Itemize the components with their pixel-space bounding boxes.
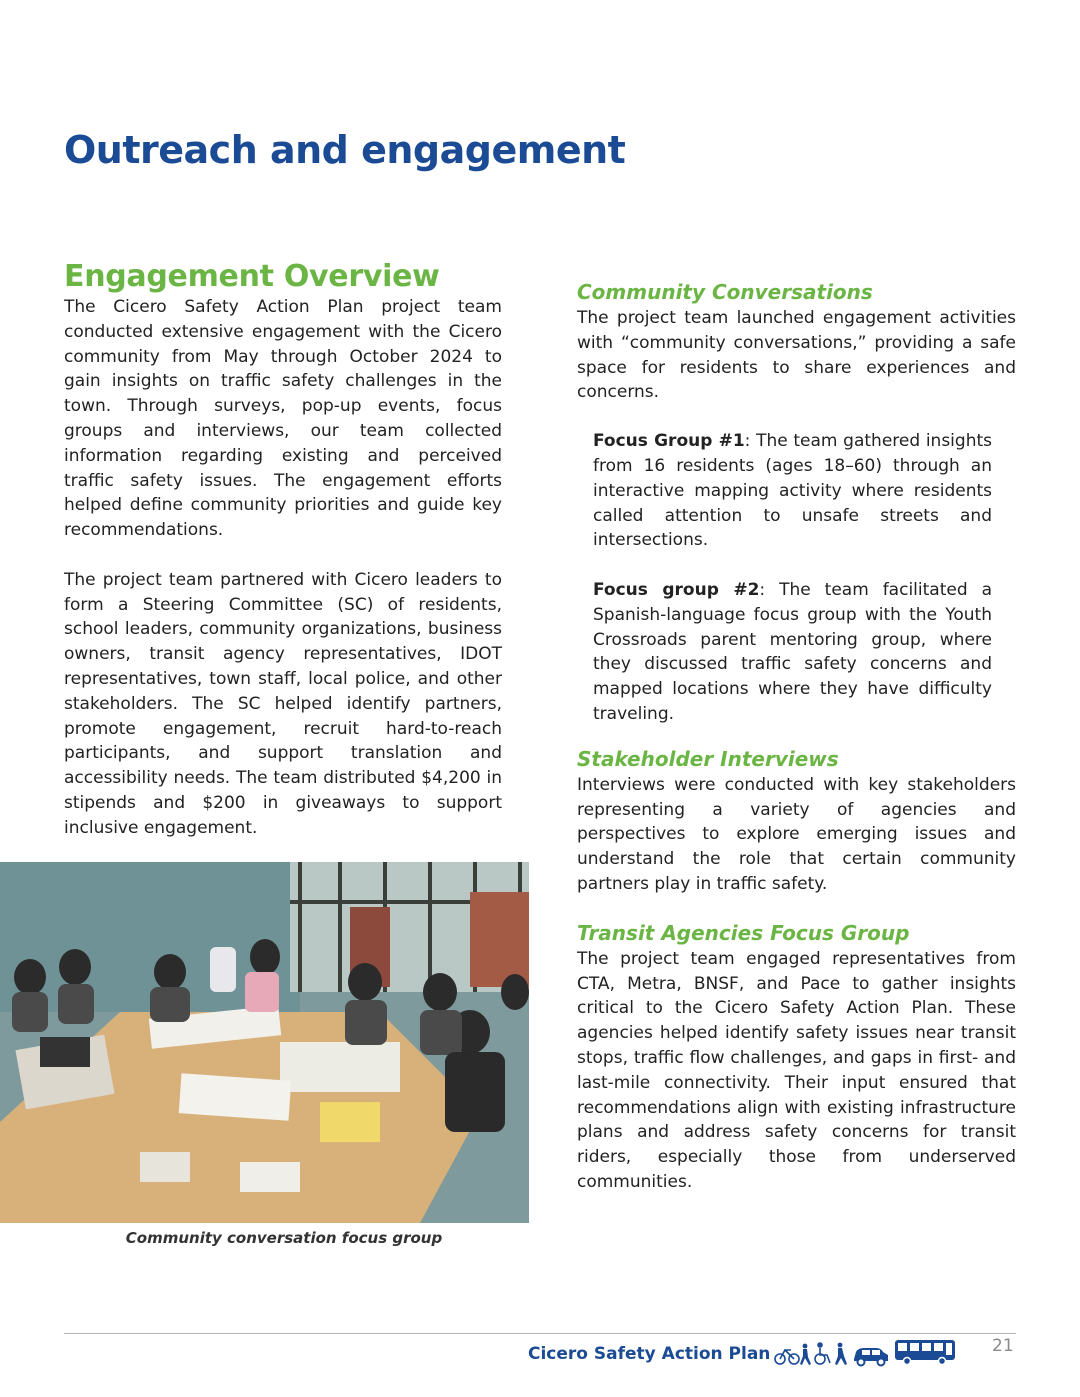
community-conversations-heading: Community Conversations <box>577 280 873 304</box>
page-number: 21 <box>992 1336 1014 1356</box>
community-conversations-text: The project team launched engagement activities with “community conversations,” providing a safe space for residents to share experiences and concerns. <box>577 308 1016 403</box>
focus-groups <box>593 429 992 727</box>
engagement-overview-heading: Engagement Overview <box>64 259 440 294</box>
stakeholder-interviews-heading: Stakeholder Interviews <box>577 746 839 771</box>
stakeholder-interviews-text: Interviews were conducted with key stakeholders representing a variety of agencies and perspectives to explore emerging issues and understand the role that certain community partners play in traffic safety. <box>577 774 1016 894</box>
footer-divider <box>64 1333 1016 1334</box>
footer-brand: Cicero Safety Action Plan <box>528 1344 771 1364</box>
page-title: Outreach and engagement <box>64 128 626 172</box>
focus-group-photo <box>0 862 529 1223</box>
car-icon <box>854 1348 888 1366</box>
focus-group-1 <box>593 429 992 553</box>
left-column <box>64 295 502 865</box>
photo-illustration <box>0 862 529 1223</box>
wheelchair-icon <box>815 1343 830 1364</box>
overview-paragraph-1: The Cicero Safety Action Plan project team conducted extensive engagement with the Cicero community from May through October 2024 to gain insights on traffic safety challenges in the town. Through surveys, pop-up events, focus groups and interviews, our team collected information regarding existing and perceived traffic safety issues. The engagement efforts helped define community priorities and guide key recommendations. <box>64 297 502 541</box>
transit-focus-group-text: The project team engaged representatives from CTA, Metra, BNSF, and Pace to gather insights critical to the Cicero Safety Action Plan. These agencies helped identify safety issues near transit stops, traffic flow challenges, and gaps in first- and last-mile connectivity. Their input ensured that recommendations align with existing infrastructure plans and address safety concerns for transit riders, especially those from underserved communities. <box>577 948 1016 1192</box>
focus-group-2-text: : The team facilitated a Spanish-language focus group with the Youth Crossroads parent mentoring group, where they discussed traffic safety concerns and mapped locations where they have difficulty traveling. <box>593 579 992 724</box>
focus-group-1-text: : The team gathered insights from 16 residents (ages 18–60) through an interactive mapping activity where residents called attention to unsafe streets and intersections. <box>593 431 992 551</box>
focus-group-1-label: Focus Group #1 <box>593 431 745 452</box>
pedestrian-icon <box>800 1344 811 1365</box>
footer-transport-icons <box>774 1337 956 1367</box>
right-column <box>577 278 1016 1195</box>
bus-icon <box>895 1340 955 1365</box>
overview-paragraph-2: The project team partnered with Cicero leaders to form a Steering Committee (SC) of residents, school leaders, community organizations, business owners, transit agency representatives, IDOT representatives, town staff, local police, and other stakeholders. The SC helped identify partners, promote engagement, recruit hard-to-reach participants, and support translation and accessibility needs. The team distributed $4,200 in stipends and $200 in giveaways to support inclusive engagement. <box>64 569 502 838</box>
bicycle-icon <box>775 1350 799 1364</box>
transit-focus-group-heading: Transit Agencies Focus Group <box>577 920 910 945</box>
focus-group-2 <box>593 578 992 727</box>
focus-group-2-label: Focus group #2 <box>593 579 760 600</box>
photo-caption: Community conversation focus group <box>125 1229 443 1247</box>
walking-icon <box>835 1343 847 1365</box>
